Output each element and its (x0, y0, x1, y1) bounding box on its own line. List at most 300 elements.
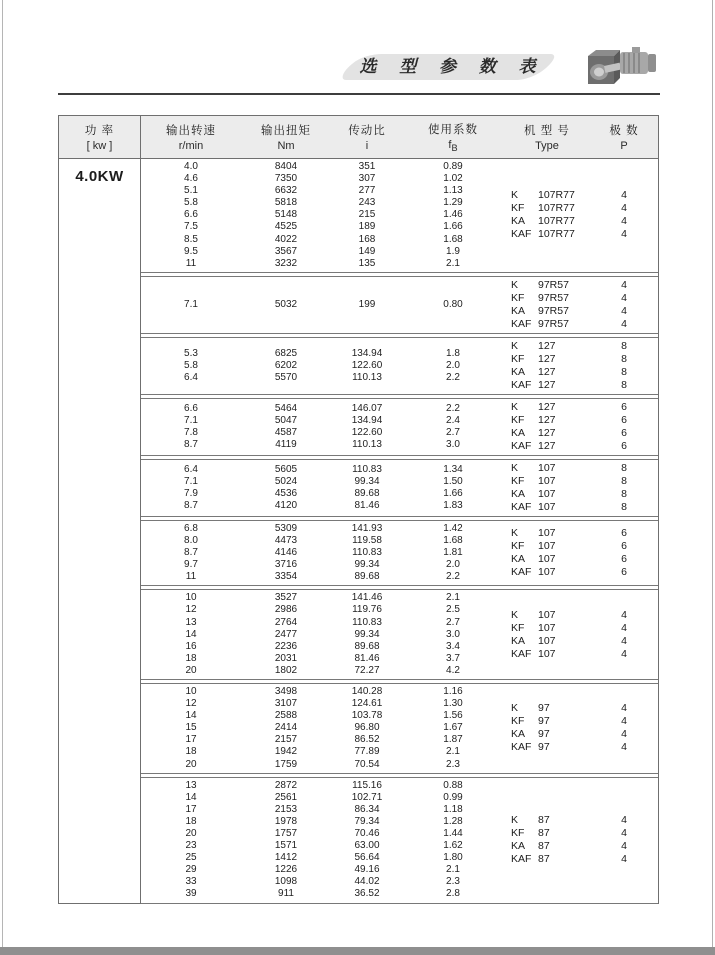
output-torque-value: 1226 (274, 864, 298, 876)
type-row (503, 305, 657, 318)
type-row (503, 475, 657, 488)
service-factor-value: 0.89 (443, 161, 463, 172)
type-row (503, 353, 657, 366)
output-speed-value: 6.6 (184, 402, 198, 414)
service-factor-value: 1.80 (443, 852, 463, 864)
service-factor-value: 1.87 (443, 734, 463, 746)
poles-value: 4 (621, 278, 627, 291)
service-factor-value: 1.18 (443, 803, 463, 815)
model-code: 107 (538, 608, 556, 621)
service-factor-value: 2.2 (446, 402, 460, 414)
type-row (503, 853, 657, 866)
output-speed-value: 5.3 (184, 347, 198, 359)
type-row (503, 340, 657, 353)
ratio-value: 119.76 (352, 604, 382, 616)
output-speed-value: 18 (185, 746, 197, 758)
output-torque-value: 5570 (274, 371, 298, 383)
output-torque-value: 4525 (274, 221, 298, 233)
output-torque-value: 2561 (274, 791, 298, 803)
model-prefix: KF (511, 413, 525, 426)
model-prefix: KF (511, 715, 525, 728)
model-prefix: KAF (511, 317, 532, 330)
model-code: 107 (538, 540, 556, 553)
parameter-block (141, 777, 658, 904)
parameter-block (141, 337, 658, 395)
model-type (503, 215, 591, 228)
poles-value: 4 (621, 291, 627, 304)
output-speed-value: 7.1 (184, 475, 198, 487)
poles-value: 4 (621, 634, 627, 647)
output-speed-value: 23 (185, 840, 197, 852)
service-factor-value: 0.80 (443, 298, 463, 310)
type-row (503, 827, 657, 840)
service-factor-value: 1.67 (443, 722, 463, 734)
ratio-value: 168 (358, 233, 376, 245)
model-type (503, 840, 591, 853)
poles-value: 4 (621, 647, 627, 660)
model-prefix: KF (511, 621, 525, 634)
service-factor-value: 1.44 (443, 828, 463, 839)
ratio-value: 146.07 (351, 402, 383, 414)
output-torque-value: 3716 (274, 559, 298, 571)
ratio-value: 189 (358, 221, 376, 233)
type-row (503, 488, 657, 501)
poles-value: 4 (621, 702, 627, 715)
ratio-value: 49.16 (354, 864, 380, 876)
model-prefix: KF (511, 474, 525, 487)
service-factor-value: 2.2 (446, 371, 460, 383)
ratio-value: 115.16 (352, 779, 382, 791)
service-factor-value: 1.81 (443, 547, 463, 559)
ratio-value: 44.02 (354, 876, 380, 888)
header-output-speed (141, 116, 241, 158)
type-row (503, 648, 657, 661)
service-factor-value: 1.83 (443, 499, 463, 511)
poles-value: 8 (621, 365, 627, 378)
header-service-factor-unit: $f_B$ (448, 138, 458, 154)
service-factor-value: 1.02 (443, 173, 463, 185)
output-torque-value: 5309 (274, 522, 298, 534)
poles-value: 4 (621, 814, 627, 827)
output-torque-value: 6202 (274, 359, 298, 371)
header-poles (591, 116, 657, 158)
type-row (503, 318, 657, 331)
value-rows (141, 592, 503, 677)
type-row (503, 379, 657, 392)
header-service-factor (403, 116, 503, 158)
ratio-value: 110.13 (352, 371, 382, 383)
model-prefix: K (511, 400, 519, 413)
model-type (503, 827, 591, 840)
output-torque-value: 5464 (274, 402, 298, 414)
output-torque-value: 1942 (274, 746, 298, 758)
service-factor-value: 2.7 (446, 426, 460, 438)
model-prefix: KAF (511, 228, 532, 241)
output-torque-value: 1098 (274, 876, 298, 888)
output-speed-value: 18 (185, 652, 197, 664)
type-row (503, 609, 657, 622)
ratio-value: 86.52 (354, 734, 380, 746)
header-poles-label: 极 数 (609, 125, 639, 137)
type-row (503, 715, 657, 728)
model-type (503, 728, 591, 741)
type-row (503, 440, 657, 453)
ratio-value: 110.83 (352, 616, 382, 628)
service-factor-value: 2.4 (446, 414, 460, 426)
service-factor-value: 2.1 (446, 592, 460, 604)
model-type (503, 414, 591, 427)
poles-value: 4 (621, 189, 627, 202)
ratio-value: 70.46 (354, 828, 380, 839)
poles-value: 8 (621, 378, 627, 391)
ratio-value: 134.94 (351, 414, 383, 426)
model-code: 107 (538, 474, 556, 487)
output-torque-value: 5148 (274, 209, 298, 221)
header-ratio-unit: i (365, 140, 369, 152)
type-row (503, 728, 657, 741)
output-torque-value: 2153 (274, 803, 298, 815)
output-torque-value: 3567 (274, 245, 298, 257)
model-prefix: KF (511, 827, 525, 840)
output-torque-value: 4119 (275, 438, 297, 450)
model-code: 107 (538, 527, 556, 540)
header-data-columns (141, 116, 658, 158)
output-speed-value: 15 (185, 722, 197, 734)
output-speed-value: 7.1 (184, 414, 198, 426)
ratio-value: 122.60 (351, 359, 383, 371)
output-torque-value: 2764 (274, 616, 298, 628)
service-factor-value: 2.3 (446, 758, 460, 770)
service-factor-value: 1.28 (443, 815, 463, 827)
output-torque-value: 3354 (274, 571, 298, 583)
output-speed-value: 4.6 (184, 173, 198, 185)
model-code: 127 (538, 378, 556, 391)
ratio-value: 72.27 (354, 664, 380, 676)
poles-value: 4 (621, 304, 627, 317)
output-torque-value: 1757 (274, 828, 298, 839)
model-code: 97R57 (538, 317, 569, 330)
service-factor-value: 3.4 (446, 640, 460, 652)
model-type (503, 475, 591, 488)
value-rows (141, 348, 503, 384)
output-speed-value: 13 (185, 779, 197, 791)
model-type (503, 440, 591, 453)
page-edge-left (2, 0, 3, 947)
ratio-value: 141.93 (351, 522, 383, 534)
output-torque-value: 3498 (274, 685, 298, 697)
type-row (503, 702, 657, 715)
output-speed-value: 29 (185, 864, 197, 876)
output-speed-value: 7.1 (184, 298, 198, 310)
page-title: 选 型 参 数 表 (359, 57, 545, 76)
poles-value: 6 (621, 527, 627, 540)
poles-value: 4 (621, 215, 627, 228)
model-type (503, 292, 591, 305)
ratio-value: 77.89 (354, 746, 380, 758)
service-factor-value: 0.88 (443, 779, 463, 791)
type-row (503, 189, 657, 202)
output-torque-value: 4473 (274, 534, 298, 546)
model-type (503, 340, 591, 353)
output-speed-value: 11 (185, 257, 197, 269)
output-torque-value: 4120 (274, 499, 298, 511)
type-row (503, 366, 657, 379)
poles-value: 8 (621, 339, 627, 352)
value-rows (141, 299, 503, 311)
model-prefix: KA (511, 634, 526, 647)
model-prefix: KA (511, 365, 526, 378)
model-code: 107 (538, 553, 556, 566)
service-factor-value: 2.1 (446, 257, 460, 269)
output-speed-value: 10 (185, 685, 197, 697)
ratio-value: 135 (358, 257, 376, 269)
model-prefix: K (511, 608, 519, 621)
output-torque-value: 1978 (274, 815, 298, 827)
section-title-banner (338, 52, 560, 82)
poles-value: 8 (621, 500, 627, 513)
ratio-value: 89.68 (354, 571, 380, 583)
model-code: 107 (538, 634, 556, 647)
parameter-block (141, 398, 658, 456)
service-factor-value: 1.8 (446, 347, 460, 359)
model-prefix: KA (511, 304, 526, 317)
output-speed-value: 14 (185, 628, 197, 640)
model-code: 97 (538, 741, 550, 754)
type-list (503, 401, 657, 453)
type-list (503, 189, 657, 241)
model-prefix: KAF (511, 439, 532, 452)
ratio-value: 36.52 (354, 888, 380, 900)
model-prefix: KA (511, 840, 526, 853)
ratio-value: 199 (358, 298, 376, 310)
type-row (503, 501, 657, 514)
output-torque-value: 3107 (274, 698, 298, 710)
poles-value: 4 (621, 317, 627, 330)
service-factor-value: 2.0 (446, 359, 460, 371)
output-torque-value: 1571 (274, 840, 298, 852)
service-factor-value: 1.50 (443, 475, 463, 487)
type-list (503, 279, 657, 331)
ratio-value: 351 (358, 161, 376, 172)
type-row (503, 840, 657, 853)
model-prefix: KA (511, 553, 526, 566)
poles-value: 8 (621, 474, 627, 487)
model-type (503, 635, 591, 648)
output-speed-value: 8.7 (184, 438, 198, 450)
output-speed-value: 8.5 (184, 233, 198, 245)
model-type (503, 702, 591, 715)
model-type (503, 202, 591, 215)
output-torque-value: 3232 (274, 257, 298, 269)
output-speed-value: 12 (185, 698, 197, 710)
ratio-value: 307 (358, 173, 376, 185)
model-prefix: K (511, 189, 519, 202)
model-prefix: KAF (511, 853, 532, 866)
ratio-value: 134.94 (351, 347, 383, 359)
service-factor-value: 2.3 (446, 876, 460, 888)
header-output-torque-label: 输出扭矩 (261, 125, 311, 137)
model-code: 87 (538, 840, 550, 853)
output-torque-value: 5818 (274, 197, 298, 209)
output-speed-value: 13 (185, 616, 197, 628)
output-torque-value: 911 (278, 888, 294, 900)
header-power-label: 功 率 (84, 125, 115, 137)
output-speed-value: 18 (185, 815, 197, 827)
output-torque-value: 4536 (274, 487, 298, 499)
parameter-block (141, 159, 658, 273)
type-list (503, 527, 657, 579)
model-type (503, 279, 591, 292)
poles-value: 4 (621, 202, 627, 215)
type-row (503, 292, 657, 305)
model-code: 107R77 (538, 189, 575, 202)
poles-value: 6 (621, 540, 627, 553)
header-service-factor-label: 使用系数 (428, 123, 478, 136)
value-rows (141, 523, 503, 583)
ratio-value: 86.34 (354, 803, 380, 815)
service-factor-value: 2.1 (446, 746, 460, 758)
poles-value: 4 (621, 853, 627, 866)
model-prefix: K (511, 278, 519, 291)
poles-value: 6 (621, 566, 627, 579)
model-prefix: KF (511, 291, 525, 304)
output-torque-value: 2031 (274, 652, 298, 664)
output-speed-value: 33 (185, 876, 197, 888)
model-code: 107R77 (538, 202, 575, 215)
type-row (503, 228, 657, 241)
ratio-value: 81.46 (354, 652, 380, 664)
model-type (503, 853, 591, 866)
output-speed-value: 20 (185, 828, 197, 839)
type-row (503, 566, 657, 579)
model-type (503, 715, 591, 728)
output-torque-value: 2236 (274, 640, 298, 652)
poles-value: 8 (621, 461, 627, 474)
output-speed-value: 39 (185, 888, 197, 900)
header-ratio-label: 传动比 (348, 125, 386, 137)
ratio-value: 81.46 (354, 499, 380, 511)
service-factor-value: 1.13 (443, 185, 463, 197)
poles-value: 6 (621, 426, 627, 439)
model-type (503, 648, 591, 661)
header-model-type (503, 116, 591, 158)
header-ratio (331, 116, 403, 158)
output-speed-value: 6.4 (184, 463, 198, 475)
output-torque-value: 6632 (274, 185, 298, 197)
service-factor-value: 1.66 (443, 221, 463, 233)
header-output-torque-unit: Nm (277, 140, 295, 152)
model-code: 127 (538, 413, 556, 426)
type-row (503, 635, 657, 648)
service-factor-value: 3.0 (446, 438, 460, 450)
type-list (503, 609, 657, 661)
model-prefix: KF (511, 202, 525, 215)
header-output-torque (241, 116, 331, 158)
type-row (503, 553, 657, 566)
output-torque-value: 4587 (274, 426, 298, 438)
output-speed-value: 14 (185, 710, 197, 722)
service-factor-value: 1.68 (443, 534, 463, 546)
model-code: 97R57 (538, 291, 569, 304)
model-code: 107R77 (538, 228, 575, 241)
output-torque-value: 2477 (274, 628, 298, 640)
ratio-value: 149 (358, 245, 376, 257)
model-code: 127 (538, 365, 556, 378)
model-code: 127 (538, 439, 556, 452)
poles-value: 4 (621, 621, 627, 634)
type-row (503, 279, 657, 292)
type-row (503, 401, 657, 414)
output-speed-value: 20 (185, 758, 197, 770)
service-factor-value: 4.2 (446, 664, 460, 676)
model-code: 127 (538, 400, 556, 413)
output-torque-value: 1802 (274, 664, 298, 676)
output-speed-value: 8.0 (184, 534, 198, 546)
model-code: 87 (538, 827, 550, 840)
model-type (503, 488, 591, 501)
output-speed-value: 4.0 (184, 161, 198, 172)
model-code: 97 (538, 715, 550, 728)
output-torque-value: 6825 (274, 347, 298, 359)
model-prefix: KA (511, 487, 526, 500)
model-code: 107R77 (538, 215, 575, 228)
model-code: 87 (538, 853, 550, 866)
table-body (59, 159, 658, 903)
model-code: 107 (538, 566, 556, 579)
model-type (503, 501, 591, 514)
type-list (503, 462, 657, 514)
model-code: 107 (538, 500, 556, 513)
output-torque-value: 4146 (274, 547, 298, 559)
output-speed-value: 12 (185, 604, 197, 616)
model-code: 97R57 (538, 278, 569, 291)
ratio-value: 99.34 (354, 628, 380, 640)
output-torque-value: 2872 (274, 779, 298, 791)
output-speed-value: 6.4 (184, 371, 198, 383)
poles-value: 6 (621, 553, 627, 566)
ratio-value: 99.34 (354, 559, 380, 571)
output-torque-value: 2986 (274, 604, 298, 616)
type-row (503, 215, 657, 228)
output-speed-value: 8.7 (184, 547, 198, 559)
ratio-value: 110.83 (352, 547, 382, 559)
type-row (503, 414, 657, 427)
service-factor-value: 3.7 (446, 652, 460, 664)
output-speed-value: 7.9 (184, 487, 198, 499)
model-code: 107 (538, 461, 556, 474)
output-torque-value: 5024 (274, 475, 298, 487)
header-output-speed-label: 输出转速 (166, 125, 216, 137)
output-speed-value: 25 (185, 852, 197, 864)
service-factor-value: 1.29 (443, 197, 463, 209)
poles-value: 4 (621, 840, 627, 853)
output-torque-value: 5032 (274, 298, 298, 310)
model-prefix: KF (511, 352, 525, 365)
ratio-value: 141.46 (351, 592, 383, 604)
output-speed-value: 5.8 (184, 197, 198, 209)
output-torque-value: 2588 (274, 710, 298, 722)
model-code: 97 (538, 702, 550, 715)
service-factor-value: 2.2 (446, 571, 460, 583)
output-speed-value: 14 (185, 791, 197, 803)
output-torque-value: 8404 (274, 161, 298, 172)
poles-value: 4 (621, 715, 627, 728)
type-row (503, 741, 657, 754)
model-prefix: KAF (511, 566, 532, 579)
output-speed-value: 17 (185, 803, 197, 815)
model-code: 107 (538, 647, 556, 660)
model-code: 97R57 (538, 304, 569, 317)
